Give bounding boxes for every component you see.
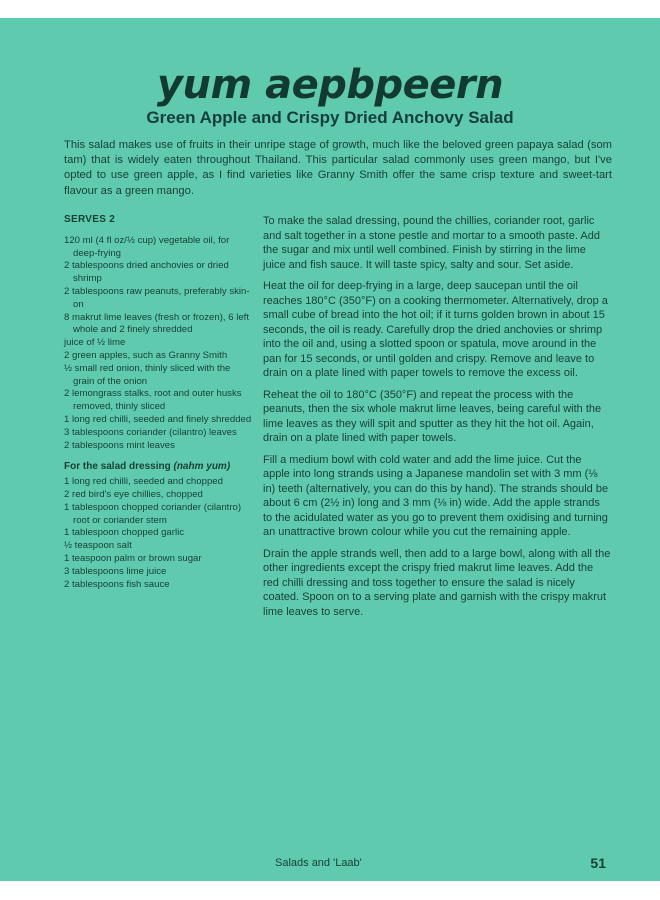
method-step: To make the salad dressing, pound the chillies, coriander root, garlic and salt together in a stone pestle and mortar to a smooth paste. Add the sugar and mix until well combined. Finish by stirring in the lime juice and fish sauce. It will taste spicy, salty and sour. Set aside.	[263, 215, 600, 271]
dressing-ingredient-item: 1 long red chilli, seeded and chopped	[64, 476, 223, 488]
dressing-ingredient-item: 1 teaspoon palm or brown sugar	[64, 552, 202, 564]
ingredient-item: juice of ½ lime	[64, 337, 126, 349]
method-column	[263, 214, 611, 626]
recipe-subtitle: Green Apple and Crispy Dried Anchovy Salad	[146, 108, 514, 127]
method-step: Heat the oil for deep-frying in a large, deep saucepan until the oil reaches 180°C (350°F) on a cooking thermometer. Alternatively, drop a small cube of bread into the hot oil; if it turns golden brown in about 15 seconds, the oil is ready. Carefully drop the dried anchovies or shrimp into the oil and, using a slotted spoon or spatula, move around in the pan for 15 seconds, or until golden and crispy. Remove and leave to drain on a plate lined with paper towels to remove the excess oil.	[263, 280, 608, 379]
footer-section-title: Salads and 'Laab'	[275, 857, 362, 869]
ingredient-item: 3 tablespoons coriander (cilantro) leaves	[64, 426, 237, 438]
method-step: Fill a medium bowl with cold water and add the lime juice. Cut the apple into long strands using a Japanese mandolin set with 3 mm (⅛ in) teeth (alternatively, you can do this by hand). The strands should be about 6 cm (2½ in) long and 3 mm (⅛ in) wide. Add the apple strands to the acidulated water as you go to prevent them oxidising and turning an unattractive brown colour while you cut the remaining apple.	[263, 453, 609, 538]
page-number: 51	[590, 855, 606, 871]
dressing-ingredient-item: 3 tablespoons lime juice	[64, 565, 167, 577]
ingredients-list	[64, 235, 254, 453]
ingredient-item: 2 tablespoons dried anchovies or dried shrimp	[64, 260, 229, 285]
dressing-heading-text: For the salad dressing	[64, 461, 171, 473]
serves-label: SERVES 2	[64, 214, 116, 225]
recipe-title: yum aepbpeern	[156, 62, 504, 108]
method-step: Reheat the oil to 180°C (350°F) and repeat the process with the peanuts, then the six whole makrut lime leaves, being careful with the lime leaves as they will spit and sputter as they hit the hot oil. Again, drain on a plate lined with paper towels.	[263, 388, 602, 444]
ingredient-item: 1 long red chilli, seeded and finely shredded	[64, 413, 252, 425]
ingredient-item: 120 ml (4 fl oz/½ cup) vegetable oil, for deep-frying	[64, 234, 230, 259]
dressing-ingredient-item: 1 tablespoon chopped garlic	[64, 527, 185, 539]
dressing-heading	[64, 461, 254, 474]
dressing-ingredient-item: 2 red bird's eye chillies, chopped	[64, 488, 203, 500]
dressing-ingredient-item: 1 tablespoon chopped coriander (cilantro) root or coriander stem	[64, 501, 242, 526]
dressing-ingredient-item: ½ teaspoon salt	[64, 540, 132, 552]
cookbook-page	[0, 18, 660, 881]
ingredient-item: ½ small red onion, thinly sliced with the grain of the onion	[64, 362, 231, 387]
ingredient-item: 2 green apples, such as Granny Smith	[64, 349, 228, 361]
dressing-ingredients-list	[64, 476, 254, 591]
ingredient-item: 2 tablespoons raw peanuts, preferably skin-on	[64, 285, 250, 310]
dressing-ingredient-item: 2 tablespoons fish sauce	[64, 578, 170, 590]
method-step: Drain the apple strands well, then add to a large bowl, along with all the other ingredients except the crispy fried makrut lime leaves. Add the red chilli dressing and toss together to ensure the salad is nicely coated. Spoon on to a serving plate and garnish with the crispy makrut lime leaves to serve.	[263, 547, 611, 618]
ingredient-item: 2 lemongrass stalks, root and outer husks removed, thinly sliced	[64, 388, 242, 413]
ingredient-item: 8 makrut lime leaves (fresh or frozen), 6 left whole and 2 finely shredded	[64, 311, 250, 336]
ingredients-column	[64, 214, 254, 591]
dressing-heading-thai: (nahm yum)	[173, 461, 231, 473]
ingredient-item: 2 tablespoons mint leaves	[64, 439, 175, 451]
recipe-intro: This salad makes use of fruits in their unripe stage of growth, much like the beloved green papaya salad (som tam) that is widely eaten throughout Thailand. This particular salad commonly uses green mango, but I've opted to use green apple, as I find varieties like Granny Smith offer the same crisp texture and sweet-tart flavour as a green mango.	[64, 139, 612, 197]
